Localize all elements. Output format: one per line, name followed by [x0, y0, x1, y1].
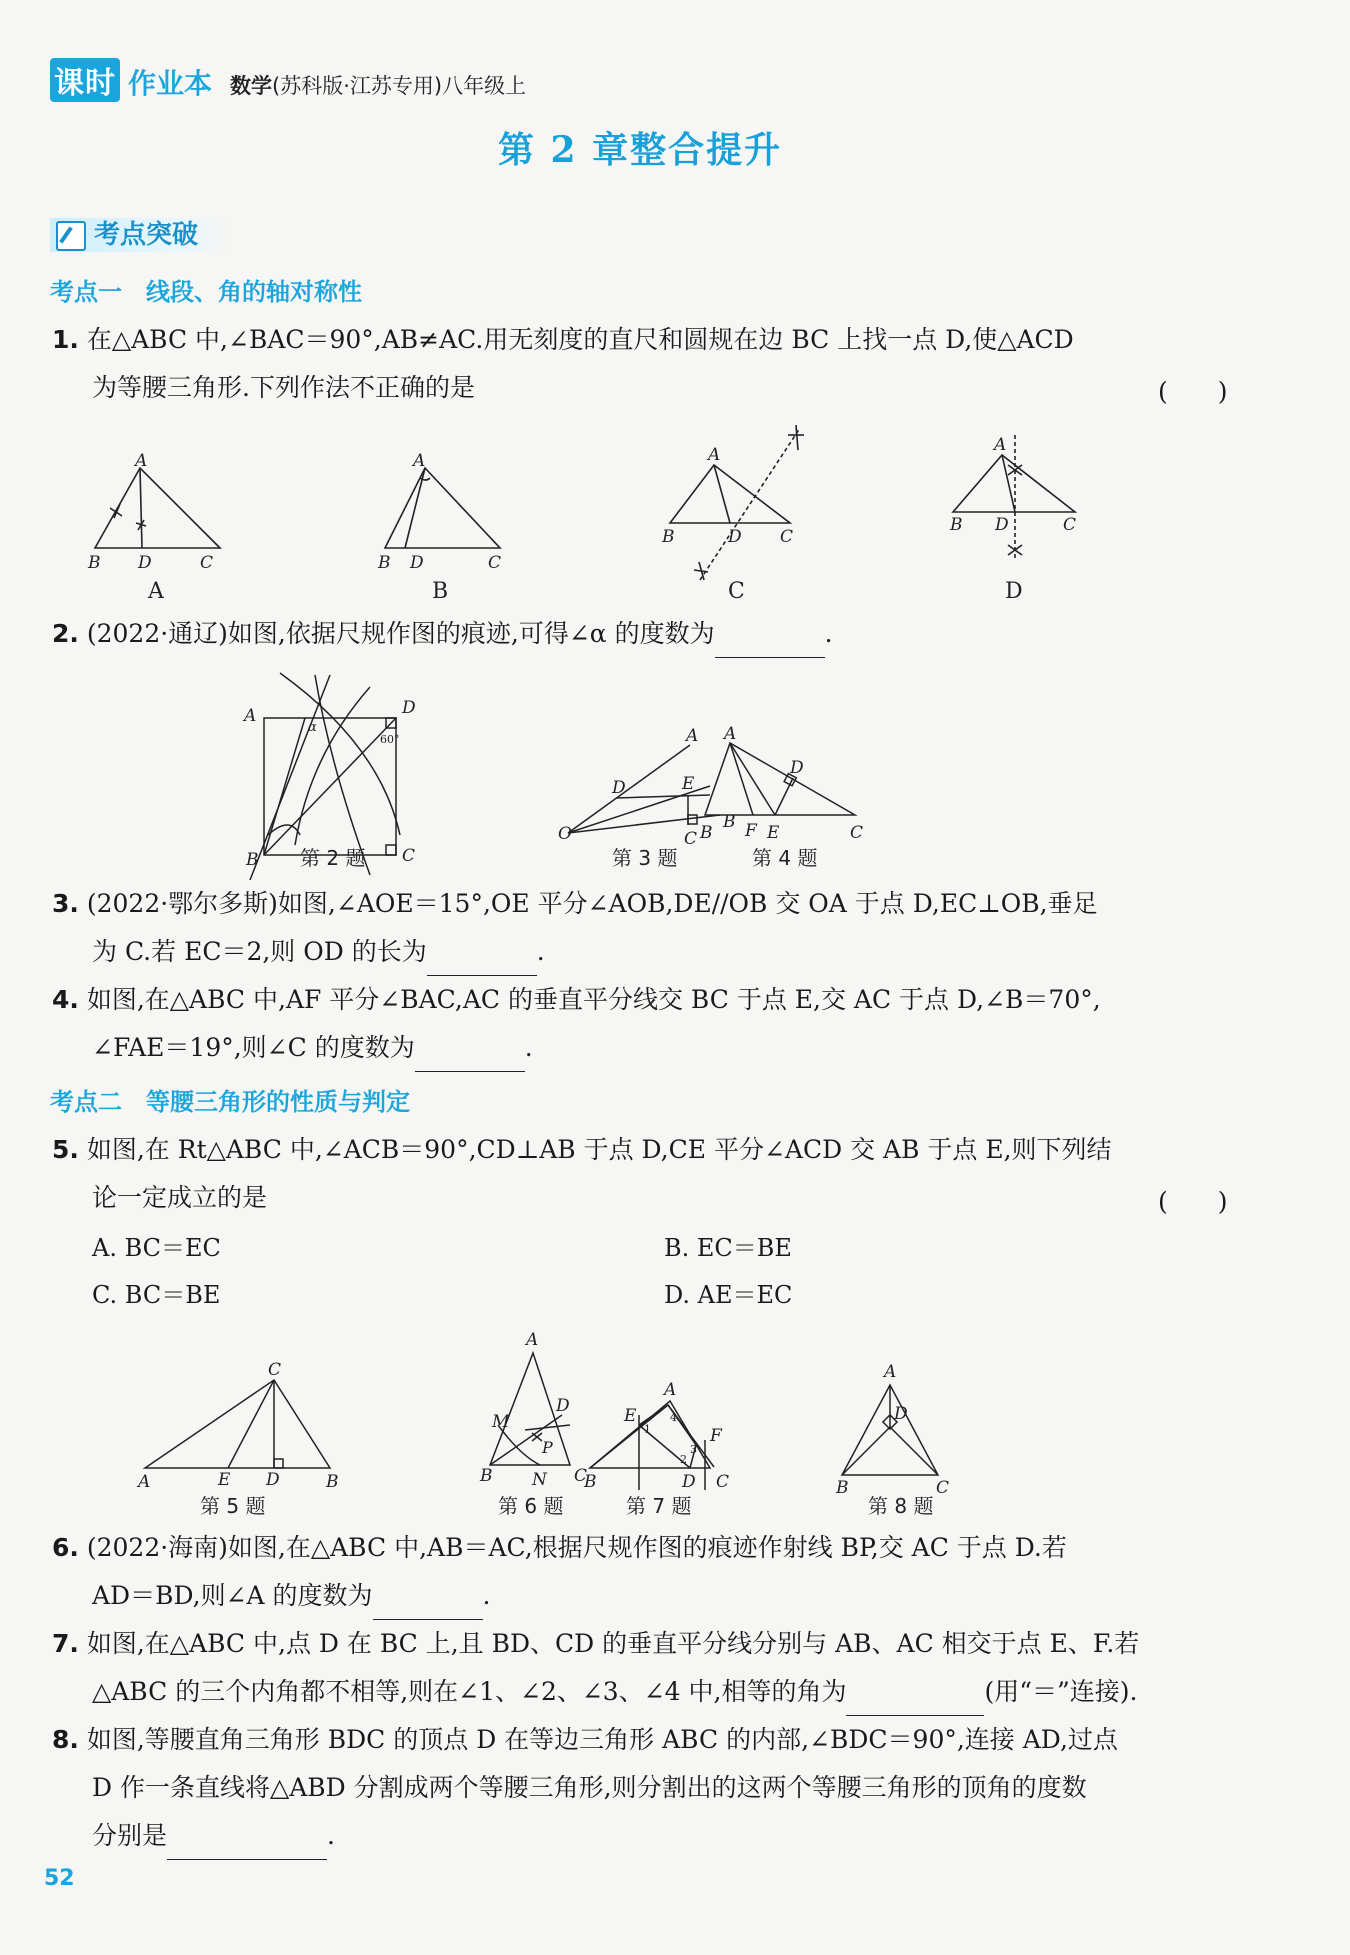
svg-text:C: C [488, 553, 502, 573]
svg-text:C: C [936, 1478, 950, 1498]
svg-text:O: O [558, 824, 572, 844]
svg-text:第 7 题: 第 7 题 [626, 1494, 692, 1518]
svg-text:D: D [1005, 579, 1023, 604]
svg-text:A: A [148, 579, 164, 604]
svg-text:C: C [1063, 515, 1077, 535]
svg-text:A: A [664, 1380, 677, 1400]
q2-4-figures [240, 665, 1120, 880]
edition: (苏科版·江苏专用)八年级上 [272, 74, 527, 98]
svg-text:B: B [584, 1472, 597, 1492]
svg-text:B: B [326, 1472, 339, 1492]
q1-figure-c [661, 425, 804, 604]
svg-text:2: 2 [680, 1453, 687, 1466]
svg-text:F: F [710, 1426, 722, 1446]
section-header [50, 214, 228, 251]
answer-paren-1: ( ) [1158, 377, 1228, 406]
q1-figure-b [377, 451, 501, 604]
answer-blank-8[interactable] [167, 1831, 327, 1860]
svg-text:第 3 题: 第 3 题 [612, 846, 678, 870]
brand-logo: 课时 [50, 58, 120, 102]
option-c[interactable]: C. BC＝BE [92, 1281, 221, 1309]
svg-text:E: E [218, 1470, 231, 1490]
svg-text:B: B [723, 812, 736, 832]
figure-2 [242, 673, 416, 880]
page-number: 52 [44, 1866, 75, 1891]
svg-text:第 4 题: 第 4 题 [752, 846, 818, 870]
question-8-line2: D 作一条直线将△ABD 分割成两个等腰三角形,则分割出的这两个等腰三角形的顶角的度数 [92, 1773, 1087, 1802]
svg-text:B: B [480, 1466, 493, 1486]
svg-text:F: F [745, 821, 757, 841]
figure-5 [136, 1360, 339, 1518]
question-4-line2: ∠FAE＝19°,则∠C 的度数为 . [92, 1024, 533, 1072]
question-3: 3. (2022·鄂尔多斯)如图,∠AOE＝15°,OE 平分∠AOB,DE//OB 交 OA 于点 D,EC⊥OB,垂足 [52, 889, 1098, 918]
svg-text:A: A [138, 1472, 151, 1492]
chapter-title: 第 2 章整合提升 [498, 129, 783, 171]
topic-1: 考点一 线段、角的轴对称性 [50, 278, 362, 306]
svg-text:第 5 题: 第 5 题 [200, 1494, 266, 1518]
svg-text:60°: 60° [380, 733, 400, 746]
q1-figure-d [949, 435, 1076, 604]
svg-text:第 2 题: 第 2 题 [300, 846, 366, 870]
svg-text:A: A [244, 706, 257, 726]
q1-figure-a [87, 451, 220, 604]
svg-text:第 8 题: 第 8 题 [868, 1494, 934, 1518]
figure-6 [479, 1330, 587, 1518]
svg-text:C: C [716, 1472, 730, 1492]
question-5-line2: 论一定成立的是 [92, 1183, 268, 1212]
section-label: 考点突破 [94, 220, 199, 250]
svg-text:C: C [684, 829, 698, 849]
svg-text:A: A [526, 1330, 539, 1350]
svg-text:3: 3 [690, 1443, 697, 1456]
question-5: 5. 如图,在 Rt△ABC 中,∠ACB＝90°,CD⊥AB 于点 D,CE 平分∠ACD 交 AB 于点 E,则下列结 [52, 1135, 1112, 1164]
answer-blank-2[interactable] [715, 629, 825, 658]
q1-figures [80, 420, 1100, 610]
figure-7 [583, 1380, 729, 1518]
svg-text:D: D [894, 1404, 908, 1424]
answer-blank-3[interactable] [427, 947, 537, 976]
header [50, 58, 526, 102]
svg-text:D: D [266, 1470, 280, 1490]
svg-text:M: M [492, 1412, 510, 1432]
svg-text:D: D [402, 698, 416, 718]
svg-text:C: C [200, 553, 214, 573]
svg-text:1: 1 [644, 1423, 651, 1436]
svg-text:C: C [402, 846, 416, 866]
svg-text:A: A [708, 445, 721, 465]
svg-text:B: B [378, 553, 391, 573]
svg-text:E: E [682, 774, 695, 794]
svg-text:B: B [662, 527, 675, 547]
svg-text:α: α [308, 720, 317, 735]
pencil-icon [56, 221, 86, 251]
svg-text:D: D [556, 1396, 570, 1416]
question-1: 1. 在△ABC 中,∠BAC＝90°,AB≠AC.用无刻度的直尺和圆规在边 BC 上找一点 D,使△ACD [52, 325, 1074, 354]
brand-text: 作业本 [128, 67, 213, 100]
svg-text:C: C [780, 527, 794, 547]
answer-blank-4[interactable] [415, 1043, 525, 1072]
svg-text:4: 4 [670, 1411, 677, 1424]
svg-text:A: A [686, 726, 699, 746]
svg-text:A: A [994, 435, 1007, 455]
topic-2: 考点二 等腰三角形的性质与判定 [50, 1088, 410, 1116]
svg-text:A: A [724, 724, 737, 744]
figure-3 [558, 726, 736, 870]
question-4: 4. 如图,在△ABC 中,AF 平分∠BAC,AC 的垂直平分线交 BC 于点 E,交 AC 于点 D,∠B＝70°, [52, 985, 1101, 1014]
svg-text:C: C [850, 823, 864, 843]
svg-text:N: N [532, 1470, 547, 1490]
question-6-line2: AD＝BD,则∠A 的度数为 . [92, 1572, 490, 1620]
q5-8-figures [130, 1315, 1220, 1525]
svg-text:D: D [995, 515, 1009, 535]
question-7: 7. 如图,在△ABC 中,点 D 在 BC 上,且 BD、CD 的垂直平分线分别与 AB、AC 相交于点 E、F.若 [52, 1629, 1140, 1658]
svg-text:D: D [790, 758, 804, 778]
svg-text:A: A [884, 1362, 897, 1382]
svg-text:C: C [268, 1360, 282, 1380]
answer-paren-5: ( ) [1158, 1187, 1228, 1216]
question-6: 6. (2022·海南)如图,在△ABC 中,AB＝AC,根据尺规作图的痕迹作射线 BP,交 AC 于点 D.若 [52, 1533, 1067, 1562]
question-8: 8. 如图,等腰直角三角形 BDC 的顶点 D 在等边三角形 ABC 的内部,∠BDC＝90°,连接 AD,过点 [52, 1725, 1118, 1754]
svg-text:B: B [700, 823, 713, 843]
figure-4 [699, 724, 863, 870]
svg-text:B: B [950, 515, 963, 535]
svg-text:A: A [135, 451, 148, 471]
svg-text:B: B [836, 1478, 849, 1498]
question-7-line2: △ABC 的三个内角都不相等,则在∠1、∠2、∠3、∠4 中,相等的角为 (用“＝”连接). [92, 1668, 1137, 1716]
question-2: 2. (2022·通辽)如图,依据尺规作图的痕迹,可得∠α 的度数为 . [52, 610, 833, 658]
option-a[interactable]: A. BC＝EC [92, 1234, 221, 1262]
svg-text:A: A [413, 451, 426, 471]
svg-text:C: C [728, 579, 745, 604]
figure-8 [835, 1362, 949, 1518]
option-b[interactable]: B. EC＝BE [664, 1234, 792, 1262]
svg-text:E: E [624, 1406, 637, 1426]
svg-text:D: D [612, 778, 626, 798]
svg-text:第 6 题: 第 6 题 [498, 1494, 564, 1518]
svg-text:B: B [88, 553, 101, 573]
question-8-line3: 分别是 . [92, 1812, 335, 1860]
svg-text:D: D [728, 527, 742, 547]
svg-text:P: P [542, 1438, 553, 1457]
subject: 数学 [230, 74, 273, 98]
svg-text:C: C [574, 1466, 588, 1486]
answer-blank-7[interactable] [846, 1687, 984, 1716]
svg-text:E: E [767, 823, 780, 843]
answer-blank-6[interactable] [373, 1591, 483, 1620]
option-d[interactable]: D. AE＝EC [664, 1281, 793, 1309]
svg-text:B: B [432, 579, 449, 604]
svg-text:D: D [682, 1472, 696, 1492]
question-3-line2: 为 C.若 EC＝2,则 OD 的长为 . [92, 928, 545, 976]
question-1-line2: 为等腰三角形.下列作法不正确的是 [92, 373, 475, 402]
svg-text:B: B [246, 850, 259, 870]
svg-text:D: D [410, 553, 424, 573]
svg-text:D: D [138, 553, 152, 573]
